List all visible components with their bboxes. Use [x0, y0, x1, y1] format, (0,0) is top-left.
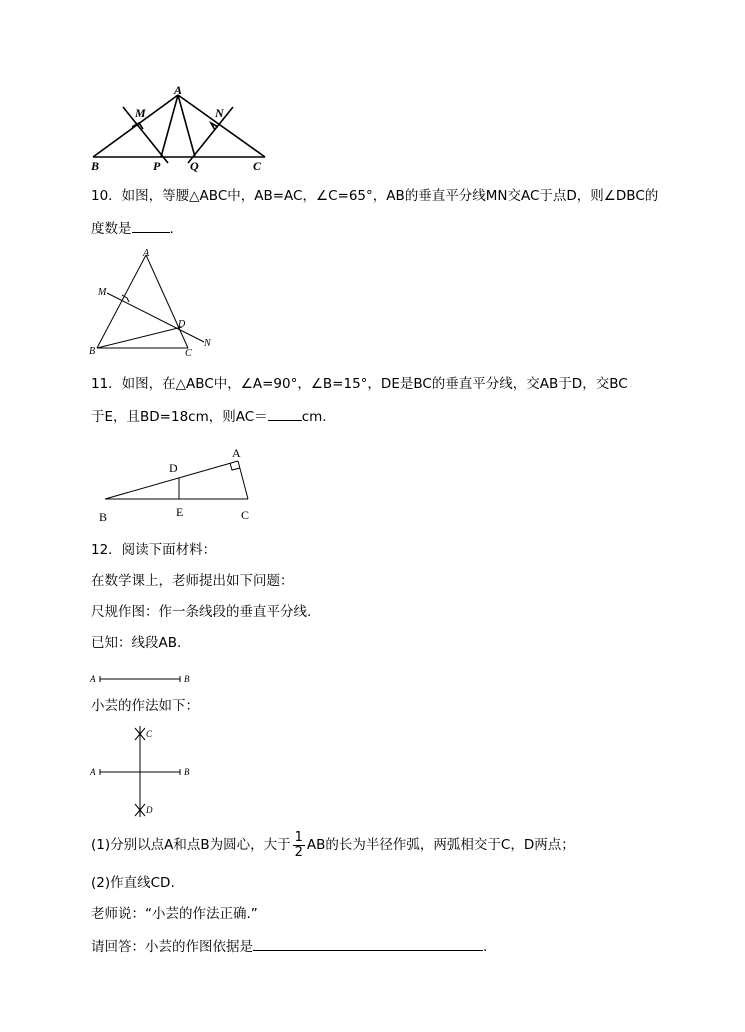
label-a: A [174, 83, 183, 97]
q11-line2-suffix: cm. [301, 409, 327, 425]
label-c: C [185, 348, 192, 359]
q10-line2-prefix: 度数是 [91, 221, 132, 237]
q12-step1 [91, 830, 575, 860]
label-p: P [153, 159, 161, 173]
label-q: Q [190, 159, 199, 173]
q10-answer-blank[interactable] [132, 218, 170, 233]
fraction-one-half [293, 831, 305, 860]
label-n: N [215, 106, 224, 120]
q12-intro: 在数学课上，老师提出如下问题： [91, 573, 294, 589]
q12-given: 已知：线段AB. [91, 635, 182, 651]
figure-isosceles-triangle [88, 245, 223, 360]
label-m: M [98, 287, 107, 298]
figure-perpendicular-bisector-construction [88, 724, 200, 820]
label-d: D [169, 461, 178, 475]
q12-teacher: 老师说：“小芸的作法正确.” [91, 906, 258, 922]
q12-step1-prefix: (1)分别以点A和点B为圆心，大于 [91, 837, 291, 853]
q12-method-intro: 小芸的作法如下： [91, 698, 199, 714]
label-d: D [178, 319, 186, 330]
label-c: C [146, 729, 153, 739]
q11-line1: 11．如图，在△ABC中，∠A=90°，∠B=15°，DE是BC的垂直平分线，交AB于D，交BC [91, 376, 628, 392]
label-e: E [176, 505, 184, 519]
fraction-denominator: 2 [294, 844, 303, 860]
q11-line2-prefix: 于E，且BD=18cm，则AC＝ [91, 409, 268, 425]
q12-step1-suffix: AB的长为半径作弧，两弧相交于C，D两点； [306, 837, 575, 853]
q12-task: 尺规作图：作一条线段的垂直平分线. [91, 604, 312, 620]
q12-title: 12．阅读下面材料： [91, 542, 217, 558]
label-c: C [253, 159, 262, 173]
label-b: B [89, 346, 96, 357]
label-a: A [90, 674, 96, 684]
label-a: A [232, 446, 241, 460]
q12-question [91, 936, 487, 956]
figure-segment-ab [88, 670, 198, 688]
label-a: A [90, 767, 96, 777]
q11-answer-blank[interactable] [268, 406, 302, 421]
fraction-numerator: 1 [294, 829, 303, 845]
label-b: B [99, 510, 108, 524]
label-n: N [204, 338, 211, 349]
label-b: B [91, 159, 100, 173]
label-b: B [184, 674, 190, 684]
q10-line2 [91, 218, 174, 238]
label-m: M [135, 106, 146, 120]
label-d: D [146, 805, 153, 815]
q11-line2 [91, 406, 327, 426]
label-b: B [184, 767, 190, 777]
q12-question-prefix: 请回答：小芸的作图依据是 [91, 939, 253, 955]
q12-question-suffix: . [483, 939, 488, 955]
figure-right-triangle [95, 445, 265, 525]
label-a: A [143, 248, 150, 259]
q10-line1: 10．如图，等腰△ABC中，AB=AC，∠C=65°，AB的垂直平分线MN交AC于点D，则∠DBC的 [91, 188, 659, 204]
figure-triangle-mnpq [85, 85, 285, 180]
q12-step2: (2)作直线CD. [91, 875, 175, 891]
q10-line2-suffix: . [169, 221, 174, 237]
q12-answer-blank[interactable] [253, 936, 483, 951]
label-c: C [241, 508, 250, 522]
